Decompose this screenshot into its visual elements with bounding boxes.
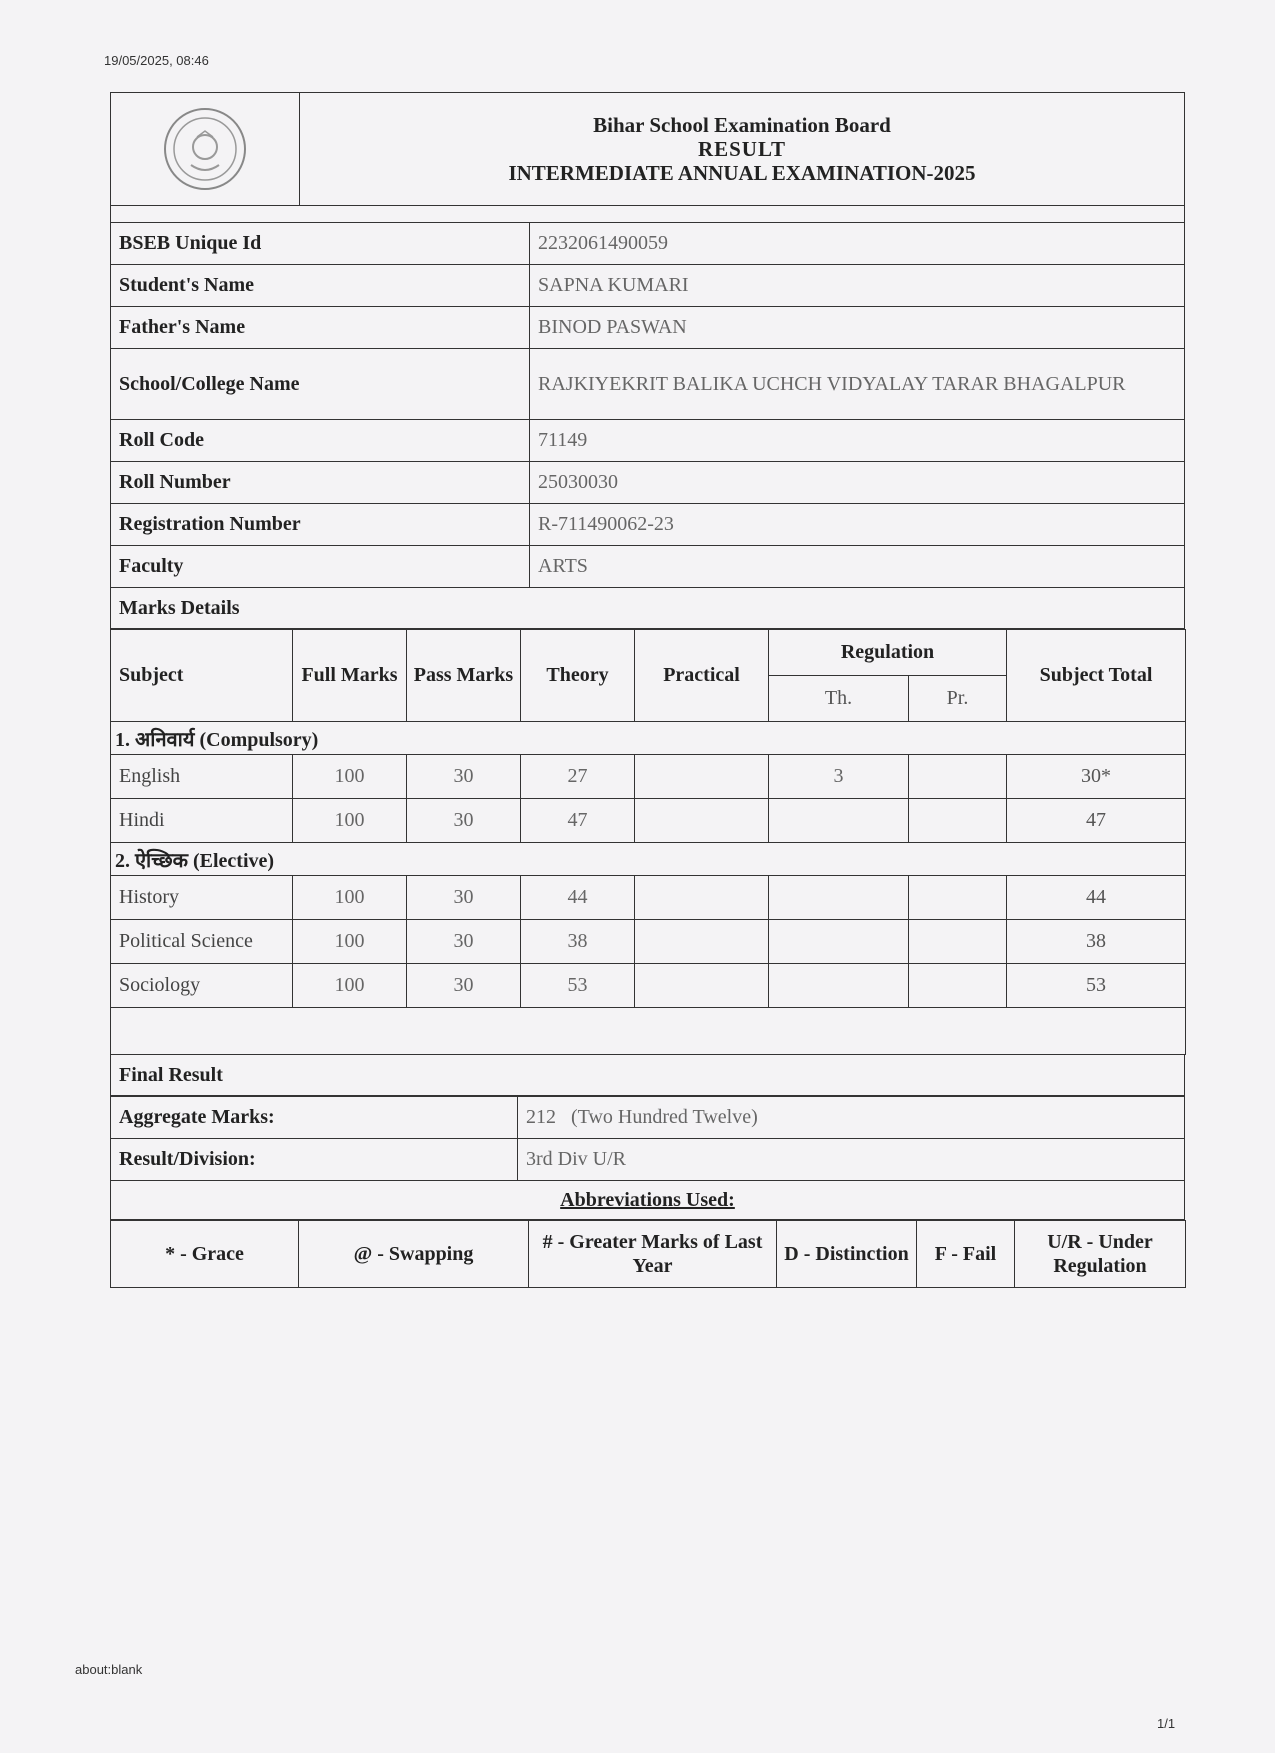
info-row (111, 546, 1185, 588)
theory-marks: 38 (521, 920, 635, 964)
info-value: BINOD PASWAN (530, 307, 1185, 349)
reg-pr-marks (909, 799, 1007, 843)
print-page-number: 1/1 (1157, 1716, 1176, 1731)
pass-marks: 30 (407, 876, 521, 920)
col-full-marks: Full Marks (293, 630, 407, 722)
pass-marks: 30 (407, 799, 521, 843)
full-marks: 100 (293, 964, 407, 1008)
info-row (111, 349, 1185, 420)
info-label: Roll Code (111, 420, 530, 462)
blank-cell (111, 1008, 1186, 1055)
reg-th-marks (769, 964, 909, 1008)
final-result-heading: Final Result (110, 1055, 1185, 1096)
table-row (111, 755, 1186, 799)
info-label: Registration Number (111, 504, 530, 546)
abbr-under-regulation: U/R - Under Regulation (1015, 1221, 1186, 1288)
print-timestamp: 19/05/2025, 08:46 (104, 53, 209, 68)
col-theory: Theory (521, 630, 635, 722)
print-url: about:blank (75, 1662, 143, 1677)
info-row (111, 307, 1185, 349)
col-subject: Subject (111, 630, 293, 722)
spacer (110, 206, 1185, 222)
col-subject-total: Subject Total (1007, 630, 1186, 722)
theory-marks: 47 (521, 799, 635, 843)
info-label: Faculty (111, 546, 530, 588)
col-reg-th: Th. (769, 676, 909, 722)
header-titles (300, 93, 1184, 205)
abbr-distinction: D - Distinction (777, 1221, 917, 1288)
info-value: R-711490062-23 (530, 504, 1185, 546)
info-value: ARTS (530, 546, 1185, 588)
reg-pr-marks (909, 755, 1007, 799)
info-value: 71149 (530, 420, 1185, 462)
abbr-greater-marks: # - Greater Marks of Last Year (529, 1221, 777, 1288)
abbreviations-table (110, 1220, 1186, 1288)
aggregate-label: Aggregate Marks: (111, 1097, 518, 1139)
abbr-fail: F - Fail (917, 1221, 1015, 1288)
group-row (111, 722, 1186, 755)
aggregate-value: 212 (Two Hundred Twelve) (518, 1097, 1185, 1139)
info-label: Student's Name (111, 265, 530, 307)
info-label: Roll Number (111, 462, 530, 504)
full-marks: 100 (293, 799, 407, 843)
col-practical: Practical (635, 630, 769, 722)
subject-name: History (111, 876, 293, 920)
subject-total: 38 (1007, 920, 1186, 964)
final-row (111, 1139, 1185, 1181)
reg-pr-marks (909, 920, 1007, 964)
blank-row (111, 1008, 1186, 1055)
info-value: RAJKIYEKRIT BALIKA UCHCH VIDYALAY TARAR BHAGALPUR (530, 349, 1185, 420)
result-document (110, 92, 1185, 1288)
final-result-table (110, 1096, 1185, 1181)
subject-total: 44 (1007, 876, 1186, 920)
compulsory-group-label: 1. अनिवार्य (Compulsory) (111, 722, 1186, 755)
theory-marks: 44 (521, 876, 635, 920)
subject-total: 30* (1007, 755, 1186, 799)
info-row (111, 223, 1185, 265)
reg-th-marks (769, 876, 909, 920)
abbr-grace: * - Grace (111, 1221, 299, 1288)
subject-name: Hindi (111, 799, 293, 843)
practical-marks (635, 755, 769, 799)
reg-pr-marks (909, 876, 1007, 920)
group-row (111, 843, 1186, 876)
logo-cell (111, 93, 300, 205)
result-label: Result/Division: (111, 1139, 518, 1181)
student-info-table (110, 222, 1185, 588)
practical-marks (635, 920, 769, 964)
info-row (111, 420, 1185, 462)
abbr-swapping: @ - Swapping (299, 1221, 529, 1288)
theory-marks: 53 (521, 964, 635, 1008)
info-label: Father's Name (111, 307, 530, 349)
info-label: BSEB Unique Id (111, 223, 530, 265)
reg-th-marks: 3 (769, 755, 909, 799)
pass-marks: 30 (407, 920, 521, 964)
col-regulation: Regulation (769, 630, 1007, 676)
board-name: Bihar School Examination Board (593, 113, 891, 137)
doc-type: RESULT (697, 137, 787, 161)
subject-name: English (111, 755, 293, 799)
subject-total: 47 (1007, 799, 1186, 843)
table-row (111, 876, 1186, 920)
reg-pr-marks (909, 964, 1007, 1008)
info-value: 2232061490059 (530, 223, 1185, 265)
marks-header-row (111, 630, 1186, 676)
table-row (111, 964, 1186, 1008)
reg-th-marks (769, 799, 909, 843)
full-marks: 100 (293, 920, 407, 964)
elective-group-label: 2. ऐच्छिक (Elective) (111, 843, 1186, 876)
info-row (111, 462, 1185, 504)
subject-total: 53 (1007, 964, 1186, 1008)
table-row (111, 920, 1186, 964)
subject-name: Sociology (111, 964, 293, 1008)
document-header (110, 92, 1185, 206)
info-value: SAPNA KUMARI (530, 265, 1185, 307)
marks-details-heading: Marks Details (110, 588, 1185, 629)
reg-th-marks (769, 920, 909, 964)
practical-marks (635, 799, 769, 843)
exam-name: INTERMEDIATE ANNUAL EXAMINATION-2025 (508, 161, 976, 185)
col-reg-pr: Pr. (909, 676, 1007, 722)
bseb-seal-icon (161, 105, 249, 193)
final-row (111, 1097, 1185, 1139)
full-marks: 100 (293, 876, 407, 920)
abbreviations-row (111, 1221, 1186, 1288)
practical-marks (635, 876, 769, 920)
theory-marks: 27 (521, 755, 635, 799)
info-value: 25030030 (530, 462, 1185, 504)
marks-table (110, 629, 1186, 1055)
abbreviations-heading: Abbreviations Used: (110, 1181, 1185, 1220)
pass-marks: 30 (407, 964, 521, 1008)
full-marks: 100 (293, 755, 407, 799)
practical-marks (635, 964, 769, 1008)
info-row (111, 504, 1185, 546)
info-label: School/College Name (111, 349, 530, 420)
result-value: 3rd Div U/R (518, 1139, 1185, 1181)
subject-name: Political Science (111, 920, 293, 964)
info-row (111, 265, 1185, 307)
table-row (111, 799, 1186, 843)
pass-marks: 30 (407, 755, 521, 799)
col-pass-marks: Pass Marks (407, 630, 521, 722)
